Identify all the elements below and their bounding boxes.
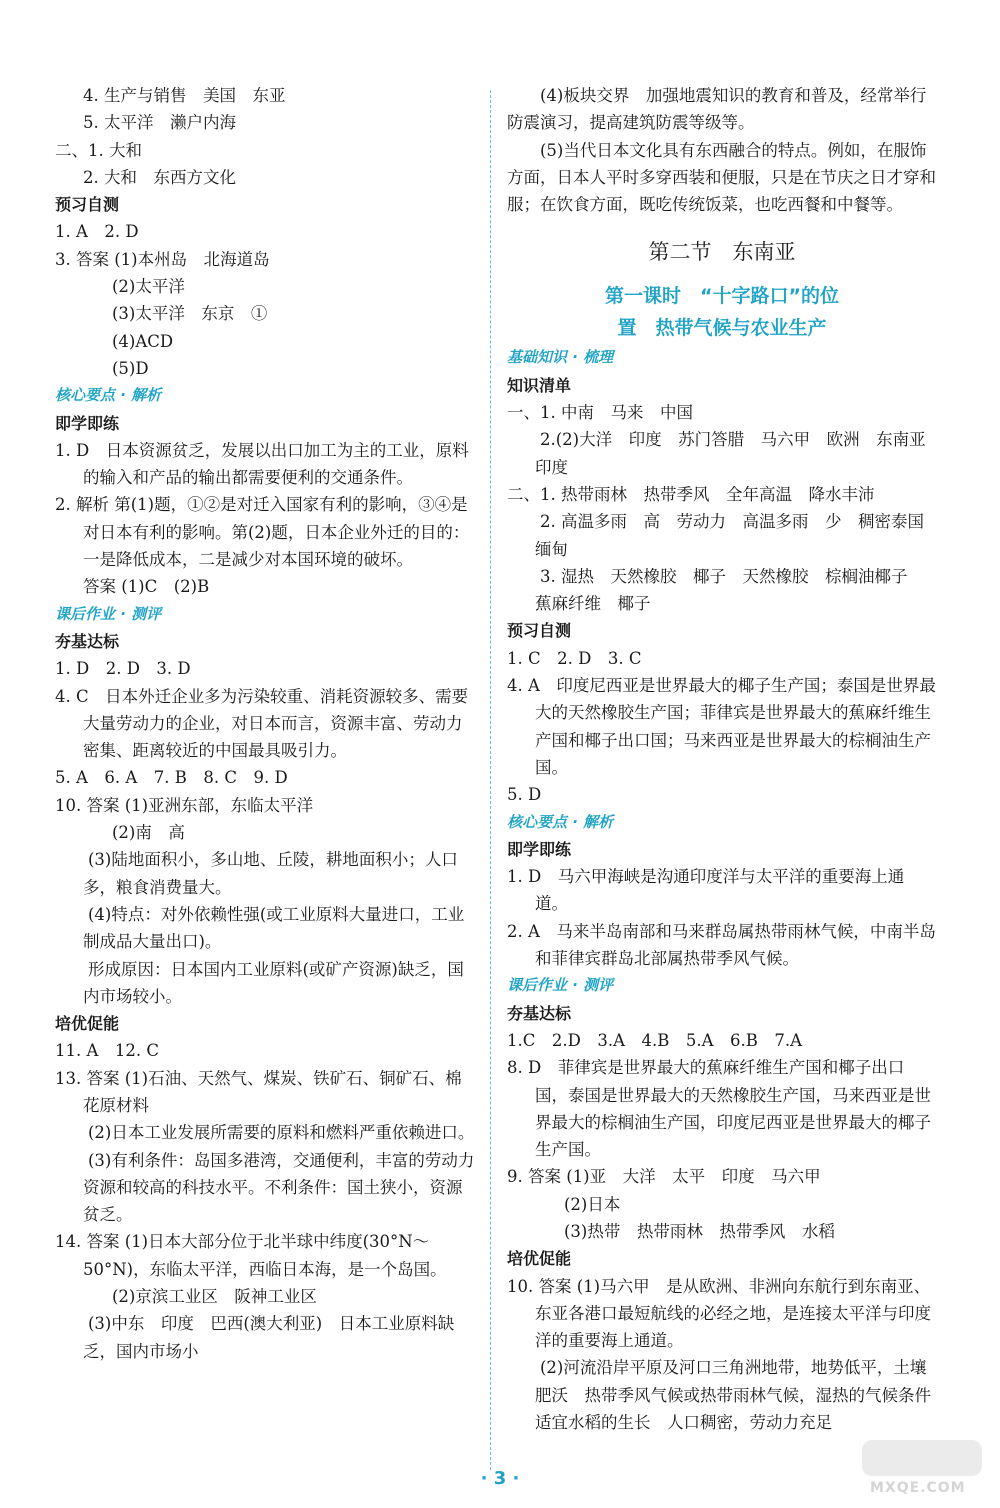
left-line: 3. 答案 (1)本州岛 北海道岛: [55, 249, 270, 269]
left-line: 4. 生产与销售 美国 东亚: [83, 86, 286, 105]
lesson-title-line1: 第一课时 “十字路口”的位: [605, 285, 839, 308]
lesson-title-line2: 置 热带气候与农业生产: [617, 317, 827, 340]
right-top-answers: [507, 82, 937, 218]
left-line: 4. C 日本外迁企业多为污染较重、消耗资源较多、需要大量劳动力的企业，对日本而言，资源丰富、劳动力密集、距离较近的中国最具吸引力。: [55, 686, 469, 761]
right-line: 一、1. 中南 马来 中国: [507, 403, 693, 423]
left-line: 课后作业 · 测评: [55, 604, 162, 623]
right-line: 培优促能: [507, 1249, 572, 1269]
right-line: 知识清单: [507, 375, 572, 395]
left-line: (4)特点：对外依赖性强(或工业原料大量进口，工业制成品大量出口)。: [55, 904, 465, 952]
right-line: (2)河流沿岸平原及河口三角洲地带，地势低平，土壤肥沃 热带季风气候或热带雨林气候，湿热的气候条件适宜水稻的生长 人口稠密，劳动力充足: [507, 1358, 931, 1433]
right-line: 4. A 印度尼西亚是世界最大的椰子生产国；泰国是世界最大的天然橡胶生产国；菲律宾是世界最大的蕉麻纤维生产国和椰子出口国；马来西亚是世界最大的棕榈油生产国。: [507, 676, 936, 777]
right-line: 2.(2)大洋 印度 苏门答腊 马六甲 欧洲 东南亚 印度: [507, 430, 943, 477]
left-line: 5. 太平洋 濑户内海: [83, 113, 236, 133]
left-line: 核心要点 · 解析: [55, 386, 162, 405]
left-line: (5)D: [112, 358, 149, 378]
right-line: (3)热带 热带雨林 热带季风 水稻: [564, 1221, 835, 1241]
right-column: [507, 82, 943, 1436]
left-line: 夯基达标: [55, 631, 120, 651]
right-line: 2. A 马来半岛南部和马来群岛属热带雨林气候，中南半岛和菲律宾群岛北部属热带季风气候。: [507, 921, 936, 969]
left-line: 11. A 12. C: [55, 1041, 160, 1061]
right-line: 核心要点 · 解析: [507, 812, 614, 831]
left-column: [55, 82, 475, 1365]
left-line: 培优促能: [55, 1014, 120, 1034]
left-line: 二、1. 大和: [55, 140, 142, 160]
right-line: 9. 答案 (1)亚 大洋 太平 印度 马六甲: [507, 1167, 821, 1187]
right-line: 3. 湿热 天然橡胶 椰子 天然橡胶 棕榈油椰子 蕉麻纤维 椰子: [507, 566, 924, 614]
left-line: 1. A 2. D: [55, 222, 139, 242]
left-line: 2. 解析 第(1)题，①②是对迁入国家有利的影响，③④是对日本有利的影响。第(2)题，日本企业外迁的目的：一是降低成本，二是减少对本国环境的破坏。: [55, 495, 470, 570]
right-line: 课后作业 · 测评: [507, 976, 614, 995]
right-top-paragraph: (4)板块交界 加强地震知识的教育和普及，经常举行防震演习，提高建筑防震等级等。: [507, 86, 927, 133]
right-line: 基础知识 · 梳理: [507, 348, 614, 367]
watermark-badge-icon: [862, 1440, 982, 1476]
left-line: (3)太平洋 东京 ①: [112, 304, 268, 324]
left-line: 答案 (1)C (2)B: [83, 577, 210, 597]
right-line: 夯基达标: [507, 1003, 572, 1023]
left-line: (2)日本工业发展所需要的原料和燃料严重依赖进口。: [55, 1123, 475, 1143]
right-line: 1.C 2.D 3.A 4.B 5.A 6.B 7.A: [507, 1030, 803, 1050]
right-line: 1. D 马六甲海峡是沟通印度洋与太平洋的重要海上通道。: [507, 867, 905, 914]
right-line: 二、1. 热带雨林 热带季风 全年高温 降水丰沛: [507, 484, 875, 504]
left-line: 即学即练: [55, 413, 120, 433]
left-line: (2)太平洋: [112, 277, 185, 297]
right-line: 8. D 菲律宾是世界最大的蕉麻纤维生产国和椰子出口国，泰国是世界最大的天然橡胶生产国，马来西亚是世界最大的棕榈油生产国，印度尼西亚是世界最大的椰子生产国。: [507, 1058, 931, 1160]
left-line: 2. 大和 东西方文化: [83, 167, 236, 187]
left-line: 14. 答案 (1)日本大部分位于北半球中纬度(30°N～50°N)，东临太平洋，西临日本海，是一个岛国。: [55, 1232, 447, 1279]
left-line: (3)有利条件：岛国多港湾，交通便利，丰富的劳动力资源和较高的科技水平。不利条件：国土狭小，资源贫乏。: [55, 1150, 475, 1225]
right-line: 即学即练: [507, 839, 572, 859]
left-line: 预习自测: [55, 195, 120, 215]
left-line: 1. D 日本资源贫乏，发展以出口加工为主的工业，原料的输入和产品的输出都需要便利的交通条件。: [55, 440, 469, 488]
left-line: 形成原因：日本国内工业原料(或矿产资源)缺乏，国内市场较小。: [55, 959, 464, 1006]
left-line: 1. D 2. D 3. D: [55, 659, 191, 679]
right-line: 5. D: [507, 785, 542, 805]
left-line: 5. A 6. A 7. B 8. C 9. D: [55, 768, 288, 788]
left-line: 13. 答案 (1)石油、天然气、煤炭、铁矿石、铜矿石、棉花原材料: [55, 1068, 462, 1115]
left-line: (2)京滨工业区 阪神工业区: [112, 1287, 317, 1307]
right-line: 2. 高温多雨 高 劳动力 高温多雨 少 稠密泰国 缅甸: [507, 512, 941, 559]
left-line: (3)中东 印度 巴西(澳大利亚) 日本工业原料缺乏，国内市场小: [55, 1314, 455, 1361]
right-line: 预习自测: [507, 621, 572, 641]
chapter-title: 第二节 东南亚: [648, 240, 796, 265]
watermark-logo: [862, 1440, 982, 1500]
right-line: (2)日本: [564, 1194, 621, 1214]
right-line: 10. 答案 (1)马六甲 是从欧洲、非洲向东航行到东南亚、东亚各港口最短航线的必经之地，是连接太平洋与印度洋的重要海上通道。: [507, 1276, 931, 1351]
right-line: 1. C 2. D 3. C: [507, 648, 642, 668]
column-divider: [490, 90, 491, 1470]
left-line: (3)陆地面积小，多山地、丘陵，耕地面积小；人口多，粮食消费量大。: [55, 850, 458, 897]
left-line: 10. 答案 (1)亚洲东部，东临太平洋: [55, 795, 314, 815]
right-top-paragraph: (5)当代日本文化具有东西融合的特点。例如，在服饰方面，日本人平时多穿西装和便服，只是在节庆之日才穿和服；在饮食方面，既吃传统饭菜，也吃西餐和中餐等。: [507, 140, 936, 215]
watermark-text: MXQE.COM: [870, 1480, 966, 1496]
left-line: (2)南 高: [112, 823, 185, 843]
right-answers: [507, 344, 943, 1436]
page-number: · 3 ·: [480, 1468, 520, 1489]
left-line: (4)ACD: [112, 331, 174, 351]
